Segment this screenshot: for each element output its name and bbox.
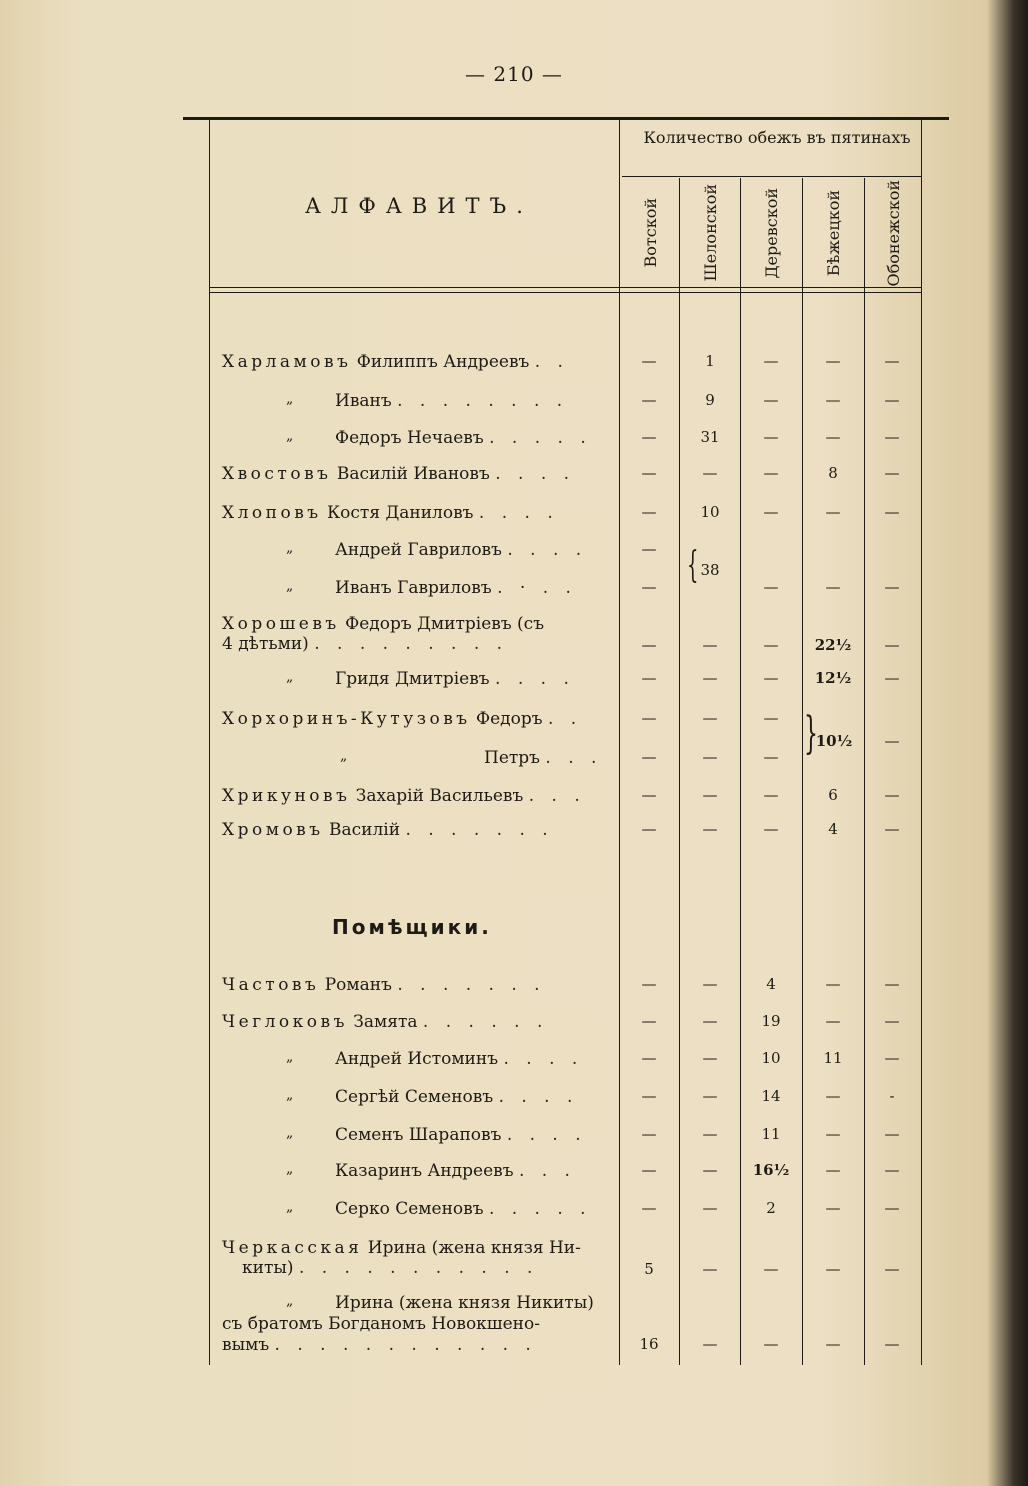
ditto-mark: „	[286, 578, 294, 594]
value-cell: —	[641, 1049, 657, 1067]
ditto-mark: „	[286, 540, 294, 556]
entry-name: Частовъ Романъ . . . . . . .	[222, 975, 546, 995]
value-cell: —	[702, 1012, 718, 1030]
value-cell: 11	[823, 1049, 843, 1067]
value-cell: —	[825, 578, 841, 596]
value-cell: —	[763, 1260, 779, 1278]
top-rule	[183, 117, 949, 120]
column-header-bezhetskoy: Бѣжецкой	[824, 189, 843, 277]
entry-name: Казаринъ Андреевъ . . .	[335, 1161, 576, 1181]
value-cell: 10	[700, 503, 720, 521]
value-cell: —	[763, 428, 779, 446]
value-cell: —	[763, 636, 779, 654]
value-cell: —	[884, 352, 900, 370]
value-cell: —	[702, 464, 718, 482]
value-cell: 2	[766, 1199, 776, 1217]
value-cell: —	[641, 820, 657, 838]
value-cell: —	[702, 669, 718, 687]
value-cell: —	[825, 1260, 841, 1278]
left-border	[209, 120, 210, 1365]
section-title: Помѣщики.	[332, 915, 492, 939]
value-cell: —	[884, 1335, 900, 1353]
brace-value: 38	[700, 561, 720, 579]
value-cell: —	[825, 1199, 841, 1217]
value-cell: 1	[705, 352, 715, 370]
value-cell: —	[884, 669, 900, 687]
value-cell: —	[884, 732, 900, 750]
brace-glyph: {	[687, 545, 699, 586]
value-cell: —	[641, 1012, 657, 1030]
value-cell: —	[825, 352, 841, 370]
value-cell: —	[884, 636, 900, 654]
value-cell: —	[641, 1087, 657, 1105]
value-cell: —	[702, 748, 718, 766]
value-cell: —	[884, 428, 900, 446]
value-cell: 11	[761, 1125, 781, 1143]
value-cell: 4	[828, 820, 838, 838]
value-cell: —	[825, 391, 841, 409]
ditto-mark: „	[286, 1293, 294, 1309]
entry-name: Петръ . . .	[484, 748, 603, 768]
entry-name: Харламовъ Филиппъ Андреевъ . .	[222, 352, 569, 372]
value-cell: 6	[828, 786, 838, 804]
value-cell: —	[763, 352, 779, 370]
entry-name: Сергѣй Семеновъ . . . .	[335, 1087, 579, 1107]
ditto-mark: „	[286, 669, 294, 685]
value-cell: —	[884, 1049, 900, 1067]
value-cell: —	[763, 786, 779, 804]
value-cell: —	[702, 820, 718, 838]
value-cell: —	[763, 464, 779, 482]
value-cell: —	[825, 1335, 841, 1353]
value-cell: —	[884, 786, 900, 804]
value-cell: —	[884, 503, 900, 521]
value-cell: —	[884, 1012, 900, 1030]
value-cell: —	[641, 464, 657, 482]
columns-group-rule	[622, 176, 922, 177]
value-cell: —	[825, 975, 841, 993]
value-cell: 4	[766, 975, 776, 993]
ditto-mark: „	[286, 1049, 294, 1065]
ditto-mark: „	[286, 1161, 294, 1177]
value-cell: —	[884, 1260, 900, 1278]
entry-name: Андрей Истоминъ . . . .	[335, 1049, 584, 1069]
value-cell: —	[702, 1260, 718, 1278]
entry-name: Хромовъ Василій . . . . . . .	[222, 820, 554, 840]
value-cell: —	[884, 464, 900, 482]
value-cell: —	[884, 820, 900, 838]
entry-name: Чеглоковъ Замята . . . . . .	[222, 1012, 549, 1032]
page-number: — 210 —	[465, 62, 563, 86]
ditto-mark: „	[340, 748, 348, 764]
value-cell: —	[702, 1087, 718, 1105]
value-cell: —	[702, 1049, 718, 1067]
value-cell: —	[641, 391, 657, 409]
value-cell: 12½	[814, 669, 852, 687]
value-cell: —	[641, 503, 657, 521]
value-cell: —	[884, 1125, 900, 1143]
column-header-derevskoy: Деревской	[762, 187, 781, 279]
brace-glyph: }	[804, 708, 818, 759]
value-cell: —	[641, 709, 657, 727]
value-cell: —	[763, 578, 779, 596]
value-cell: —	[884, 391, 900, 409]
ditto-mark: „	[286, 428, 294, 444]
value-cell: —	[702, 1199, 718, 1217]
value-cell: —	[702, 1335, 718, 1353]
value-cell: —	[763, 503, 779, 521]
value-cell: —	[641, 578, 657, 596]
value-cell: —	[825, 428, 841, 446]
value-cell: 5	[644, 1260, 654, 1278]
column-header-votskoy: Вотской	[640, 198, 660, 268]
entry-name: Серко Семеновъ . . . . .	[335, 1199, 592, 1219]
value-cell: —	[641, 540, 657, 558]
column-header-shelonskoy: Шелонской	[700, 184, 720, 282]
alphabet-heading: АЛФАВИТЪ.	[305, 194, 533, 218]
value-cell: —	[825, 503, 841, 521]
value-cell: —	[763, 1335, 779, 1353]
value-cell: —	[763, 669, 779, 687]
value-cell: —	[763, 391, 779, 409]
value-cell: —	[702, 786, 718, 804]
entry-name: Хорхоринъ-Кутузовъ Федоръ . .	[222, 709, 583, 729]
value-cell: —	[825, 1012, 841, 1030]
value-cell: 16	[639, 1335, 659, 1353]
column-header-obonezhskoy: Обонежской	[883, 179, 903, 287]
value-cell: 19	[761, 1012, 781, 1030]
value-cell: —	[884, 975, 900, 993]
value-cell: 31	[700, 428, 720, 446]
brace-value: 10½	[815, 732, 853, 750]
value-cell: 10	[761, 1049, 781, 1067]
value-cell: —	[641, 748, 657, 766]
entry-name: Андрей Гавриловъ . . . .	[335, 540, 588, 560]
value-cell: —	[825, 1125, 841, 1143]
header-rule-2	[210, 292, 922, 293]
entry-name: Иванъ Гавриловъ . · . .	[335, 578, 577, 598]
value-cell: —	[641, 786, 657, 804]
value-cell: —	[702, 975, 718, 993]
value-cell: —	[702, 636, 718, 654]
entry-name: Хвостовъ Василій Ивановъ . . . .	[222, 464, 576, 484]
entry-name: Ирина (жена князя Никиты) съ братомъ Богданомъ Новокшено- вымъ . . . . . . . . . . . .	[222, 1293, 594, 1355]
value-cell: —	[641, 1125, 657, 1143]
value-cell: —	[641, 352, 657, 370]
value-cell: 22½	[814, 636, 852, 654]
value-cell: —	[641, 1161, 657, 1179]
value-cell: —	[702, 709, 718, 727]
entry-name: Хорошевъ Федоръ Дмитріевъ (съ 4 дѣтьми) . . . . . . . . .	[222, 614, 545, 654]
value-cell: —	[884, 578, 900, 596]
value-cell: —	[763, 820, 779, 838]
ditto-mark: „	[286, 391, 294, 407]
entry-name: Семенъ Шараповъ . . . .	[335, 1125, 587, 1145]
value-cell: —	[702, 1161, 718, 1179]
value-cell: 9	[705, 391, 715, 409]
value-cell: —	[641, 669, 657, 687]
value-cell: —	[641, 975, 657, 993]
entry-name: Иванъ . . . . . . . .	[335, 391, 569, 411]
ditto-mark: „	[286, 1199, 294, 1215]
entry-name: Гридя Дмитріевъ . . . .	[335, 669, 575, 689]
value-cell: —	[825, 1161, 841, 1179]
entry-name: Хлоповъ Костя Даниловъ . . . .	[222, 503, 559, 523]
value-cell: —	[884, 1161, 900, 1179]
value-cell: 16½	[752, 1161, 790, 1179]
entry-name: Черкасская Ирина (жена князя Ни- киты) . . . . . . . . . . .	[222, 1238, 581, 1278]
value-cell: —	[763, 709, 779, 727]
value-cell: 14	[761, 1087, 781, 1105]
entry-name: Федоръ Нечаевъ . . . . .	[335, 428, 592, 448]
quantity-heading: Количество обежъ въ пятинахъ	[643, 128, 911, 147]
value-cell: —	[825, 1087, 841, 1105]
entry-name: Хрикуновъ Захарій Васильевъ . . .	[222, 786, 586, 806]
value-cell: -	[889, 1087, 895, 1105]
ditto-mark: „	[286, 1087, 294, 1103]
value-cell: —	[763, 748, 779, 766]
value-cell: —	[641, 636, 657, 654]
ditto-mark: „	[286, 1125, 294, 1141]
value-cell: —	[641, 1199, 657, 1217]
value-cell: —	[884, 1199, 900, 1217]
value-cell: —	[702, 1125, 718, 1143]
value-cell: 8	[828, 464, 838, 482]
value-cell: —	[641, 428, 657, 446]
